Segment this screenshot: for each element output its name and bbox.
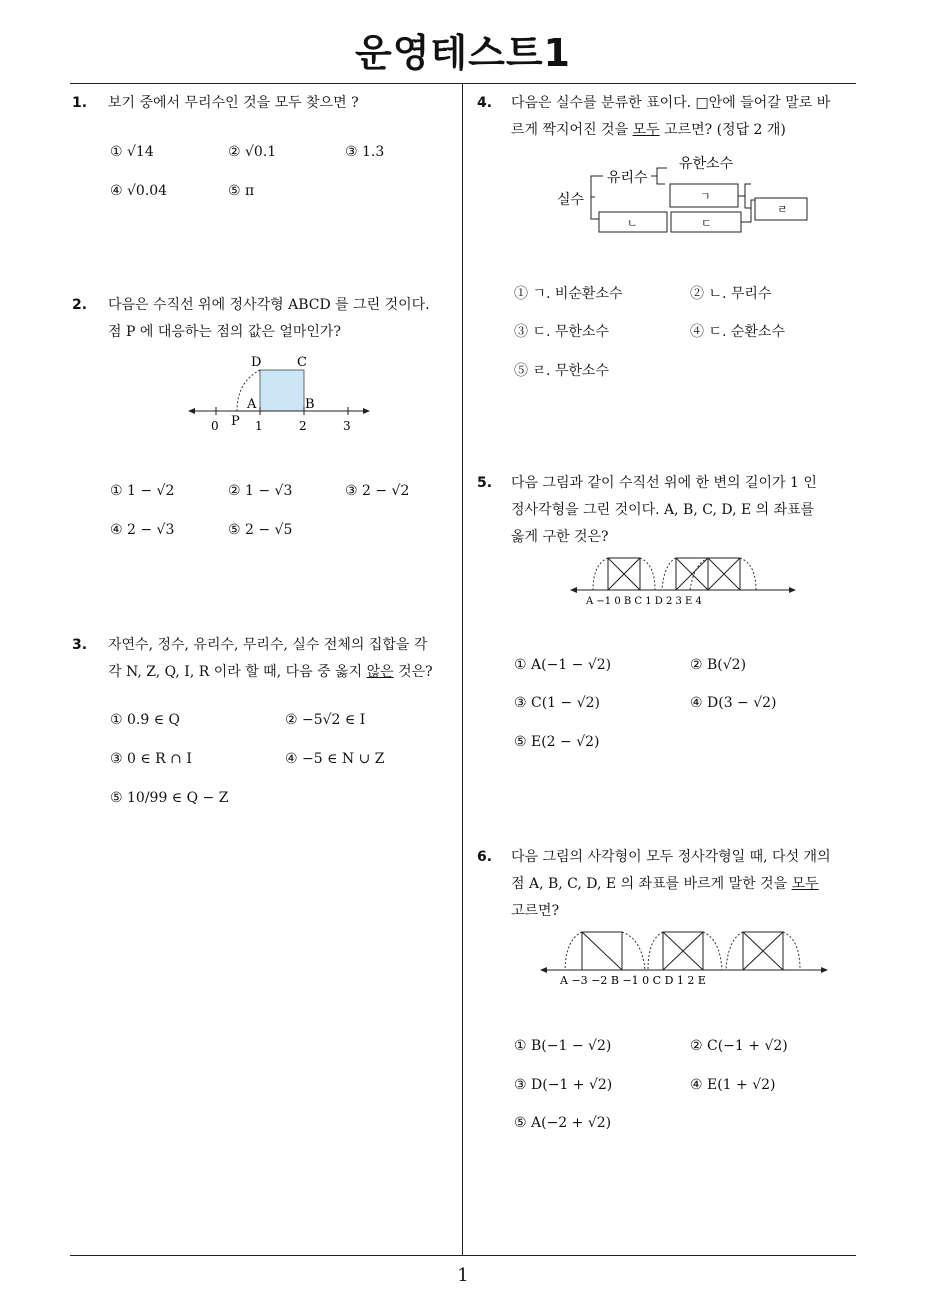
- choice-3[interactable]: ③ 1.3: [345, 144, 385, 160]
- label-g: ㄱ: [700, 190, 711, 203]
- choice-2[interactable]: ② −5√2 ∈ I: [285, 712, 366, 728]
- choice-5[interactable]: ⑤ E(2 − √2): [514, 734, 600, 750]
- label-real: 실수: [557, 192, 585, 208]
- question-number: 6.: [477, 849, 493, 865]
- question-2: [72, 292, 462, 352]
- label-r: ㄹ: [777, 203, 788, 216]
- label-rational: 유리수: [607, 170, 648, 186]
- label-c: C: [297, 355, 307, 370]
- question-text-line3: 고르면?: [511, 903, 560, 919]
- classification-figure: [555, 152, 815, 237]
- choice-1[interactable]: ① 0.9̇ ∈ Q: [110, 712, 181, 728]
- question-3: [72, 632, 462, 692]
- question-text-line2: 르게 짝지어진 것을 모두 고르면? (정답 2 개): [511, 122, 786, 138]
- choice-5[interactable]: ⑤ ㄹ. 무한소수: [514, 363, 609, 379]
- choice-4[interactable]: ④ 2 − √3: [110, 522, 175, 538]
- number-line-figure: [538, 925, 830, 993]
- question-text-line1: 다음 그림의 사각형이 모두 정사각형일 때, 다섯 개의: [511, 849, 831, 865]
- left-arrow: [188, 408, 195, 414]
- choice-5[interactable]: ⑤ 10/99 ∈ Q − Z: [110, 790, 229, 806]
- question-text-line2: 정사각형을 그린 것이다. A, B, C, D, E 의 좌표를: [511, 502, 815, 518]
- question-text-line1: 자연수, 정수, 유리수, 무리수, 실수 전체의 집합을 각: [108, 637, 428, 653]
- choice-5[interactable]: ⑤ π: [228, 183, 255, 199]
- choice-2[interactable]: ② 1 − √3: [228, 483, 293, 499]
- label-finite: 유한소수: [679, 156, 734, 172]
- choice-4[interactable]: ④ D(3 − √2): [690, 695, 777, 711]
- question-5: [477, 470, 862, 555]
- number-line-figure: [185, 352, 375, 437]
- bottom-rule: [70, 1255, 856, 1256]
- label-b: B: [305, 397, 315, 412]
- axis-labels: A −1 0 B C 1 D 2 3 E 4: [586, 596, 702, 607]
- question-text-line2: 점 A, B, C, D, E 의 좌표를 바르게 말한 것을 모두: [511, 876, 819, 892]
- column-divider: [462, 83, 463, 1255]
- question-text-line1: 다음은 실수를 분류한 표이다. □안에 들어갈 말로 바: [511, 95, 831, 111]
- question-number: 4.: [477, 95, 493, 111]
- choice-4[interactable]: ④ √0.04: [110, 183, 168, 199]
- choice-2[interactable]: ② B(√2): [690, 657, 747, 673]
- top-rule: [70, 83, 856, 84]
- choice-2[interactable]: ② C(−1 + √2): [690, 1038, 788, 1054]
- question-number: 2.: [72, 297, 88, 313]
- label-p: P: [231, 414, 240, 429]
- question-text-line2: 각 N, Z, Q, I, R 이라 할 때, 다음 중 옳지 않은 것은?: [108, 664, 433, 680]
- choice-3[interactable]: ③ D(−1 + √2): [514, 1077, 613, 1093]
- label-d: ㄷ: [701, 217, 712, 230]
- question-number: 5.: [477, 475, 493, 491]
- question-number: 1.: [72, 95, 88, 111]
- tick-1: 1: [255, 419, 263, 433]
- question-number: 3.: [72, 637, 88, 653]
- choice-3[interactable]: ③ 2 − √2: [345, 483, 410, 499]
- tick-0: 0: [211, 419, 219, 433]
- question-6: [477, 844, 862, 929]
- choice-1[interactable]: ① B(−1 − √2): [514, 1038, 612, 1054]
- question-text: 보기 중에서 무리수인 것을 모두 찾으면 ?: [108, 95, 359, 111]
- page-title: 운영테스트1: [355, 31, 571, 75]
- label-n: ㄴ: [627, 217, 638, 230]
- choice-5[interactable]: ⑤ 2 − √5: [228, 522, 293, 538]
- choice-4[interactable]: ④ −5 ∈ N ∪ Z: [285, 751, 385, 767]
- square-abcd: [260, 370, 304, 411]
- choice-3[interactable]: ③ ㄷ. 무한소수: [514, 324, 609, 340]
- choice-4[interactable]: ④ ㄷ. 순환소수: [690, 324, 785, 340]
- tick-3: 3: [343, 419, 351, 433]
- right-arrow: [363, 408, 370, 414]
- label-d: D: [251, 355, 262, 370]
- choice-4[interactable]: ④ E(1 + √2): [690, 1077, 776, 1093]
- tick-2: 2: [299, 419, 307, 433]
- question-4: [477, 90, 862, 150]
- choice-1[interactable]: ① √14: [110, 144, 154, 160]
- question-text-line2: 점 P 에 대응하는 점의 값은 얼마인가?: [108, 324, 341, 340]
- label-a: A: [247, 397, 257, 412]
- choice-5[interactable]: ⑤ A(−2 + √2): [514, 1115, 612, 1131]
- choice-1[interactable]: ① 1 − √2: [110, 483, 175, 499]
- choice-3[interactable]: ③ C(1 − √2): [514, 695, 601, 711]
- question-text-line1: 다음 그림과 같이 수직선 위에 한 변의 길이가 1 인: [511, 475, 817, 491]
- choice-1[interactable]: ① A(−1 − √2): [514, 657, 612, 673]
- choice-2[interactable]: ② √0.1: [228, 144, 277, 160]
- number-line-figure: [568, 550, 798, 608]
- question-text-line1: 다음은 수직선 위에 정사각형 ABCD 를 그린 것이다.: [108, 297, 430, 313]
- choice-2[interactable]: ② ㄴ. 무리수: [690, 286, 772, 302]
- question-text-line3: 옳게 구한 것은?: [511, 529, 609, 545]
- choice-1[interactable]: ① ㄱ. 비순환소수: [514, 286, 623, 302]
- choice-3[interactable]: ③ 0 ∈ R ∩ I: [110, 751, 192, 767]
- axis-labels: A −3 −2 B −1 0 C D 1 2 E: [560, 974, 706, 987]
- page-number: 1: [457, 1265, 469, 1286]
